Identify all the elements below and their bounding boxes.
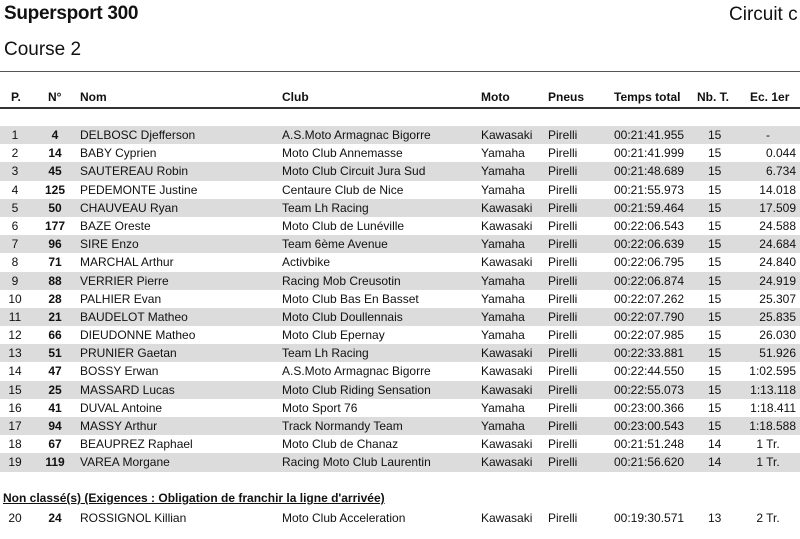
laps-cell: 15 [708,273,722,288]
rider-name-cell: PEDEMONTE Justine [80,182,198,197]
table-row [0,399,800,417]
rider-name-cell: DELBOSC Djefferson [80,128,196,142]
table-row [0,417,800,435]
moto-cell: Yamaha [481,164,525,179]
table-row [0,453,800,471]
total-time-cell: 00:22:06.639 [614,237,685,252]
moto-cell: Kawasaki [481,255,533,270]
club-cell: Racing Moto Club Laurentin [282,455,431,470]
laps-cell: 15 [708,255,722,270]
table-row [0,381,800,399]
tyres-cell: Pirelli [548,291,578,306]
number-cell: 119 [45,455,65,470]
total-time-cell: 00:21:56.620 [614,455,685,470]
club-cell: Moto Sport 76 [282,400,358,415]
moto-cell: Yamaha [481,182,525,197]
moto-cell: Kawasaki [481,437,533,452]
number-cell: 66 [48,328,62,343]
number-cell: 67 [48,437,62,452]
rider-name-cell: BAUDELOT Matheo [80,309,188,324]
classified-results [0,126,800,472]
rider-name-cell: PRUNIER Gaetan [80,346,177,361]
rider-name-cell: BEAUPREZ Raphael [80,437,193,452]
total-time-cell: 00:22:44.550 [614,364,685,379]
club-cell: Moto Club Epernay [282,328,385,343]
table-row [0,253,800,271]
position-cell: 10 [8,291,22,306]
club-cell: Moto Club Acceleration [282,511,406,525]
tyres-cell: Pirelli [548,164,578,179]
table-row [0,217,800,235]
club-cell: Moto Club Riding Sensation [282,382,431,397]
tyres-cell: Pirelli [548,419,578,433]
moto-cell: Yamaha [481,146,525,161]
rider-name-cell: SIRE Enzo [80,237,139,252]
table-row [0,326,800,344]
total-time-cell: 00:21:55.973 [614,182,685,197]
table-row [0,144,800,162]
number-cell: 14 [48,146,62,161]
gap-cell: 24.588 [759,218,796,233]
laps-cell: 15 [708,382,722,397]
rider-name-cell: MARCHAL Arthur [80,255,174,270]
tyres-cell: Pirelli [548,182,578,197]
rider-name-cell: VERRIER Pierre [80,273,169,288]
gap-cell: 1 Tr. [756,455,780,470]
header-number: N° [48,90,62,104]
table-row [0,162,800,180]
club-cell: Moto Club Doullennais [282,309,403,324]
total-time-cell: 00:23:00.366 [614,400,685,415]
header-name: Nom [80,90,107,104]
header-total-time: Temps total [614,90,681,104]
laps-cell: 15 [708,200,722,215]
number-cell: 45 [48,164,62,179]
position-cell: 8 [11,255,19,270]
header-tyres: Pneus [548,90,585,104]
number-cell: 28 [48,291,62,306]
non-classified-results [0,509,800,527]
number-cell: 25 [48,382,62,397]
club-cell: A.S.Moto Armagnac Bigorre [282,128,431,142]
position-cell: 18 [8,437,22,452]
number-cell: 4 [51,128,59,142]
gap-cell: 25.835 [759,309,796,324]
tyres-cell: Pirelli [548,200,578,215]
moto-cell: Yamaha [481,328,525,343]
position-cell: 6 [11,218,19,233]
laps-cell: 15 [708,146,722,161]
tyres-cell: Pirelli [548,273,578,288]
total-time-cell: 00:23:00.543 [614,419,685,433]
club-cell: Team 6ème Avenue [282,237,388,252]
laps-cell: 13 [708,511,722,525]
table-row [0,362,800,380]
non-classified-heading: Non classé(s) (Exigences : Obligation de franchir la ligne d'arrivée) [3,491,385,505]
rider-name-cell: BAZE Oreste [80,218,151,233]
total-time-cell: 00:21:41.999 [614,146,685,161]
tyres-cell: Pirelli [548,218,578,233]
number-cell: 47 [48,364,62,379]
moto-cell: Kawasaki [481,455,533,470]
moto-cell: Yamaha [481,273,525,288]
club-cell: Team Lh Racing [282,200,369,215]
total-time-cell: 00:21:59.464 [614,200,685,215]
position-cell: 5 [11,200,19,215]
moto-cell: Kawasaki [481,511,533,525]
position-cell: 9 [11,273,19,288]
club-cell: Moto Club Annemasse [282,146,403,161]
laps-cell: 15 [708,237,722,252]
table-row [0,344,800,362]
total-time-cell: 00:21:51.248 [614,437,685,452]
rider-name-cell: BOSSY Erwan [80,364,159,379]
table-row [0,435,800,453]
tyres-cell: Pirelli [548,455,578,470]
tyres-cell: Pirelli [548,511,578,525]
table-row [0,290,800,308]
position-cell: 14 [8,364,22,379]
club-cell: Moto Club de Chanaz [282,437,399,452]
total-time-cell: 00:22:06.874 [614,273,685,288]
results-table-header [0,90,800,106]
club-cell: Track Normandy Team [282,419,403,433]
position-cell: 1 [11,128,19,142]
total-time-cell: 00:22:33.881 [614,346,685,361]
table-row [0,308,800,326]
laps-cell: 15 [708,364,722,379]
rider-name-cell: SAUTEREAU Robin [80,164,189,179]
number-cell: 50 [48,200,62,215]
number-cell: 94 [48,419,62,433]
number-cell: 88 [48,273,62,288]
total-time-cell: 00:19:30.571 [614,511,685,525]
position-cell: 13 [8,346,22,361]
total-time-cell: 00:22:06.543 [614,218,685,233]
laps-cell: 15 [708,419,722,433]
gap-cell: 1:18.588 [749,419,796,433]
position-cell: 15 [8,382,22,397]
tyres-cell: Pirelli [548,309,578,324]
moto-cell: Kawasaki [481,128,533,142]
header-moto: Moto [481,90,510,104]
club-cell: Racing Mob Creusotin [282,273,401,288]
tyres-cell: Pirelli [548,237,578,252]
position-cell: 4 [11,182,19,197]
laps-cell: 15 [708,328,722,343]
number-cell: 71 [48,255,62,270]
tyres-cell: Pirelli [548,146,578,161]
total-time-cell: 00:22:07.985 [614,328,685,343]
club-cell: Team Lh Racing [282,346,369,361]
gap-cell: 14.018 [759,182,796,197]
table-row [0,181,800,199]
position-cell: 2 [11,146,19,161]
position-cell: 20 [8,511,22,525]
club-cell: Moto Club Bas En Basset [282,291,419,306]
gap-cell: 0.044 [765,146,796,161]
table-row [0,235,800,253]
moto-cell: Kawasaki [481,218,533,233]
rider-name-cell: VAREA Morgane [80,455,170,470]
laps-cell: 15 [708,346,722,361]
total-time-cell: 00:21:41.955 [614,128,685,142]
number-cell: 41 [48,400,62,415]
gap-cell: 1:02.595 [749,364,796,379]
total-time-cell: 00:21:48.689 [614,164,685,179]
number-cell: 96 [48,237,62,252]
moto-cell: Kawasaki [481,346,533,361]
moto-cell: Yamaha [481,291,525,306]
moto-cell: Kawasaki [481,382,533,397]
tyres-cell: Pirelli [548,255,578,270]
gap-cell: 24.919 [759,273,796,288]
rider-name-cell: DUVAL Antoine [80,400,163,415]
position-cell: 16 [8,400,22,415]
gap-cell: 17.509 [759,200,796,215]
position-cell: 19 [8,455,22,470]
tyres-cell: Pirelli [548,437,578,452]
laps-cell: 15 [708,400,722,415]
laps-cell: 14 [708,437,722,452]
laps-cell: 15 [708,309,722,324]
number-cell: 177 [44,218,66,233]
club-cell: Activbike [282,255,331,270]
gap-cell: 1 Tr. [756,437,780,452]
moto-cell: Yamaha [481,400,525,415]
header-position: P. [11,90,21,104]
position-cell: 17 [8,419,22,433]
club-cell: Moto Club de Lunéville [282,218,405,233]
table-row [0,126,800,144]
number-cell: 125 [44,182,66,197]
tyres-cell: Pirelli [548,346,578,361]
gap-cell: 25.307 [759,291,796,306]
tyres-cell: Pirelli [548,400,578,415]
position-cell: 7 [11,237,19,252]
tyres-cell: Pirelli [548,328,578,343]
position-cell: 11 [8,309,22,324]
laps-cell: 15 [708,182,722,197]
rider-name-cell: MASSY Arthur [80,419,158,433]
gap-cell: 1:18.411 [750,400,796,415]
tyres-cell: Pirelli [548,128,578,142]
gap-cell: - [766,128,770,142]
gap-cell: 2 Tr. [756,511,780,525]
header-laps: Nb. T. [697,90,729,104]
rider-name-cell: ROSSIGNOL Killian [80,511,187,525]
club-cell: Moto Club Circuit Jura Sud [282,164,426,179]
laps-cell: 14 [708,455,722,470]
header-divider [0,107,800,109]
race-category-title: Supersport 300 [4,3,139,24]
laps-cell: 15 [708,291,722,306]
moto-cell: Kawasaki [481,200,533,215]
rider-name-cell: BABY Cyprien [80,146,157,161]
gap-cell: 6.734 [765,164,796,179]
laps-cell: 15 [708,218,722,233]
laps-cell: 15 [708,164,722,179]
number-cell: 21 [48,309,62,324]
circuit-name: Circuit c [729,4,798,25]
moto-cell: Yamaha [481,237,525,252]
gap-cell: 24.684 [759,237,796,252]
total-time-cell: 00:22:07.262 [614,291,685,306]
position-cell: 3 [11,164,19,179]
table-row [0,272,800,290]
table-row [0,509,800,527]
gap-cell: 24.840 [759,255,796,270]
race-subtitle: Course 2 [4,39,82,60]
rider-name-cell: CHAUVEAU Ryan [80,200,179,215]
gap-cell: 51.926 [759,346,796,361]
rider-name-cell: MASSARD Lucas [80,382,175,397]
total-time-cell: 00:22:55.073 [614,382,685,397]
number-cell: 51 [48,346,62,361]
moto-cell: Yamaha [481,419,525,433]
rider-name-cell: DIEUDONNE Matheo [80,328,196,343]
rider-name-cell: PALHIER Evan [80,291,162,306]
moto-cell: Kawasaki [481,364,533,379]
number-cell: 24 [48,511,62,525]
tyres-cell: Pirelli [548,364,578,379]
total-time-cell: 00:22:06.795 [614,255,685,270]
gap-cell: 26.030 [759,328,796,343]
table-row [0,199,800,217]
top-divider [0,71,800,72]
club-cell: A.S.Moto Armagnac Bigorre [282,364,431,379]
header-club: Club [282,90,309,104]
position-cell: 12 [8,328,22,343]
total-time-cell: 00:22:07.790 [614,309,685,324]
tyres-cell: Pirelli [548,382,578,397]
club-cell: Centaure Club de Nice [282,182,404,197]
gap-cell: 1:13.118 [750,382,796,397]
laps-cell: 15 [708,128,722,142]
moto-cell: Yamaha [481,309,525,324]
header-gap: Ec. 1er [750,90,790,104]
